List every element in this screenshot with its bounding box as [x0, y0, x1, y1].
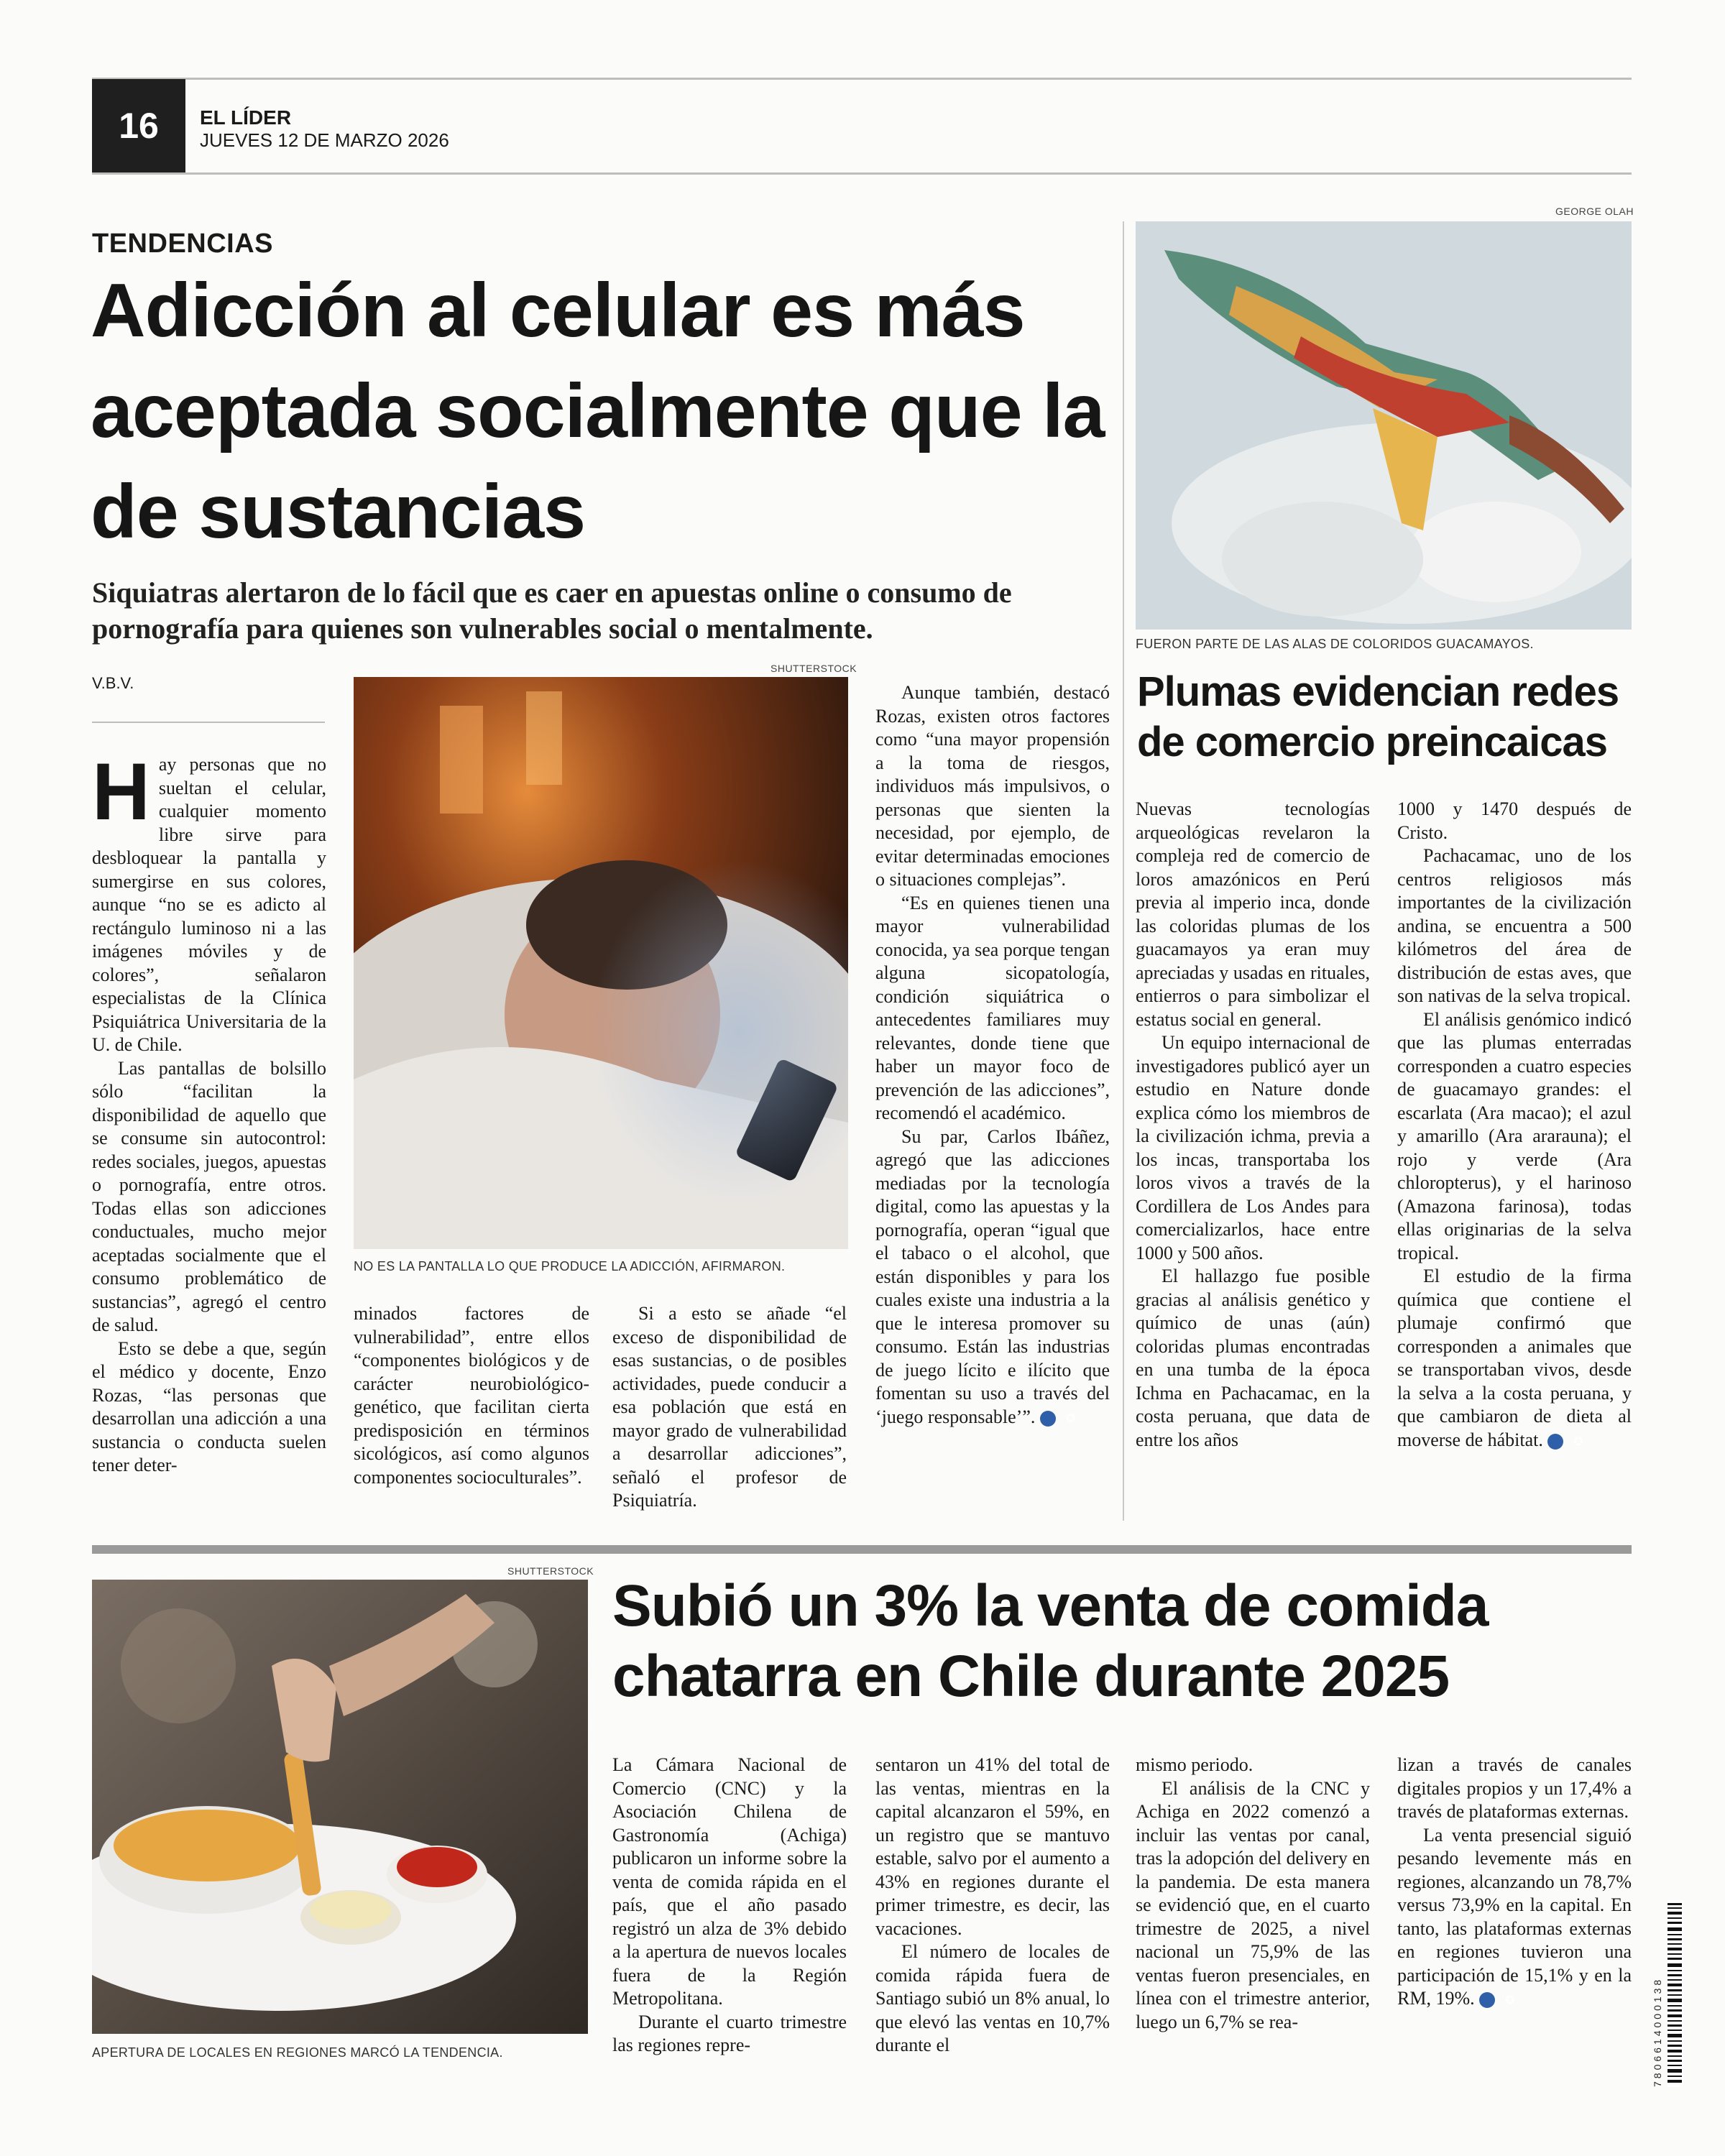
article3-col1-p2: Durante el cuarto trimestre las regiones repre- — [612, 2011, 847, 2055]
article3-col3-p1: mismo periodo. — [1136, 1754, 1254, 1775]
fries-photo-caption: APERTURA DE LOCALES EN REGIONES MARCÓ LA TENDENCIA. — [92, 2045, 503, 2060]
article3-column-2 — [875, 1754, 1110, 2091]
feathers-headline: Plumas evidencian redes de comercio preincaicas — [1137, 668, 1619, 765]
article1-col2-p1: minados factores de vulnerabilidad”, entre ellos “componentes biológicos y de carácter neurobiológico-genético, que facilitan cierta predisposición en términos sicológicos, así como algunos componentes socioculturales”. — [354, 1303, 589, 1488]
barcode — [1652, 1900, 1683, 2087]
man-with-phone-photo — [354, 677, 848, 1249]
article3-column-3 — [1136, 1754, 1370, 2091]
fastfood-headline: Subió un 3% la venta de comida chatarra en Chile durante 2025 — [612, 1573, 1489, 1709]
masthead-top-rule — [92, 78, 1632, 80]
publication-date: JUEVES 12 DE MARZO 2026 — [200, 129, 449, 151]
byline-rule — [92, 722, 325, 723]
article2-col1-p3: El hallazgo fue posible gracias al análisis genético y químico de unas (aún) coloridas plumas encontradas en una tumba de la época Ichma en Pachacamac, en la costa peruana, que data de entre los años — [1136, 1266, 1370, 1450]
page-number: 16 — [92, 79, 185, 172]
article2-col2-p1: 1000 y 1470 después de Cristo. — [1397, 798, 1632, 843]
article3-col2-p1: sentaron un 41% del total de las ventas, mientras en la capital alcanzaron el 59%, en un registro que se mantuvo estable, salvo por el aumento a 43% en regiones durante el primer trimestre, es decir, las vacaciones. — [875, 1754, 1110, 1939]
article2-col1-p2: Un equipo internacional de investigadores publicó ayer un estudio en Nature donde explica cómo los miembros de la civilización ichma, previa a los incas, transportaba los loros vivos a través de la Cordillera de Los Andes para comercializarlos, hace entre 1000 y 500 años. — [1136, 1032, 1370, 1263]
main-subhead: Siquiatras alertaron de lo fácil que es caer en apuestas online o consumo de pornografía para quienes son vulnerables social o mentalmente. — [92, 576, 1012, 645]
article2-column-1 — [1136, 798, 1370, 1519]
article3-col1-p1: La Cámara Nacional de Comercio (CNC) y la Asociación Chilena de Gastronomía (Achiga) publicaron un informe sobre la venta de comida rápida en el país, que el año pasado registró un alza de 3% debido a la apertura de nuevos locales fuera de la Región Metropolitana. — [612, 1754, 847, 2009]
article3-column-4 — [1397, 1754, 1632, 2091]
section-divider-bar — [92, 1545, 1632, 1554]
dropcap: H — [92, 753, 150, 837]
article3-col2-p2: El número de locales de comida rápida fuera de Santiago subió un 8% anual, lo que elevó las ventas en 10,7% durante el — [875, 1941, 1110, 2055]
article1-column-4 — [875, 681, 1110, 1525]
article3-col3-p2: El análisis de la CNC y Achiga en 2022 comenzó a incluir las ventas por canal, tras la adopción del delivery en la pandemia. De esta manera se evidenció que, en el cuarto trimestre de 2025, a nivel nacional un 75,9% de las ventas fueron presenciales, en línea con el trimestre anterior, luego un 6,7% se rea- — [1136, 1777, 1370, 2032]
feathers-photo — [1136, 221, 1632, 630]
article3-column-1 — [612, 1754, 847, 2091]
article1-col4-p1: Aunque también, destacó Rozas, existen otros factores como “una mayor propensión a la toma de riesgos, individuos más impulsivos, o personas que sienten la necesidad, por ejemplo, de evitar determinadas emociones o situaciones complejas”. — [875, 682, 1110, 890]
publication-name: EL LÍDER — [200, 106, 292, 129]
article2-col1-p1: Nuevas tecnologías arqueológicas revelaron la compleja red de comercio de loros amazónicos en Perú previa al imperio inca, donde las coloridas plumas de los guacamayos ya eran muy apreciadas y usadas en rituales, entierros o para simbolizar el estatus social en general. — [1136, 798, 1370, 1030]
article3-col4-p1: lizan a través de canales digitales propios y un 17,4% a través de plataformas externas. — [1397, 1754, 1632, 1822]
feathers-photo-caption: FUERON PARTE DE LAS ALAS DE COLORIDOS GUACAMAYOS. — [1136, 637, 1534, 651]
barcode-number: 7806614000138 — [1652, 1976, 1663, 2087]
article1-column-1 — [92, 753, 326, 1524]
article1-column-2 — [354, 1302, 589, 1525]
article2-col2-p4: El estudio de la firma química que contiene el plumaje confirmó que corresponden a animales que se transportaban vivos, desde la selva a la costa peruana, y que cambiaron de dieta al moverse de hábitat. ✪ — [1397, 1266, 1632, 1450]
photo-credit: SHUTTERSTOCK — [770, 663, 857, 674]
masthead-bottom-rule — [92, 172, 1632, 175]
section-kicker: TENDENCIAS — [92, 229, 274, 259]
feathers-photo-credit: GEORGE OLAH — [1555, 206, 1634, 217]
article1-col1-p1: ay personas que no sueltan el celular, cualquier momento libre sirve para desbloquear la pantalla y sumergirse en sus colores, aunque “no se es adicto al rectángulo luminoso ni a las imágenes móviles y de colores”, señalaron especialistas de la Clínica Psiquiátrica Universitaria de la U. de Chile. — [92, 754, 326, 1055]
fries-photo-credit: SHUTTERSTOCK — [507, 1565, 594, 1577]
article1-col4-p2: “Es en quienes tienen una mayor vulnerabilidad conocida, ya sea porque tengan alguna sicopatología, condición siquiátrica o antecedentes familiares muy relevantes, donde tiene que haber un mayor foco de prevención de las adicciones”, recomendó el académico. — [875, 892, 1110, 1123]
end-of-article-icon: ✪ — [1547, 1434, 1563, 1450]
article1-col1-p3: Esto se debe a que, según el médico y docente, Enzo Rozas, “las personas que desarrollan una adicción a una sustancia o conducta suelen tener deter- — [92, 1337, 326, 1475]
article2-col2-p3: El análisis genómico indicó que las plumas enterradas corresponden a cuatro especies de guacamayo grandes: el escarlata (Ara macao); el azul y amarillo (Ara ararauna); el rojo y verde (Ara chloropterus), y el harinoso (Amazona farinosa), todas ellas originarias de la selva tropical. — [1397, 1008, 1632, 1263]
article3-col4-p2: La venta presencial siguió pesando levemente más en regiones, alcanzando un 78,7% versus 73,9% en la capital. En tanto, las plataformas externas en regiones tuvieron una participación de 15,1% y en la RM, 19%. ✪ — [1397, 1824, 1632, 2009]
column-divider — [1123, 221, 1124, 1521]
fries-photo — [92, 1580, 588, 2034]
main-headline: Adicción al celular es más aceptada socialmente que la de sustancias — [91, 268, 1105, 554]
article2-column-2 — [1397, 798, 1632, 1519]
article1-col3-p1: Si a esto se añade “el exceso de disponibilidad de esas sustancias, o de posibles actividades, puede conducir a esa población que está en mayor grado de vulnerabilidad a desarrollar adicciones”, señaló el profesor de Psiquiatría. — [612, 1303, 847, 1511]
article2-col2-p2: Pachacamac, uno de los centros religiosos más importantes de la civilización andina, se encuentra a 500 kilómetros del área de distribución de estas aves, que son nativas de la selva tropical. — [1397, 845, 1632, 1006]
photo-caption: NO ES LA PANTALLA LO QUE PRODUCE LA ADICCIÓN, AFIRMARON. — [354, 1259, 786, 1273]
article1-col1-p2: Las pantallas de bolsillo sólo “facilitan la disponibilidad de aquello que se consume sin autocontrol: redes sociales, juegos, apuestas o pornografía, entre otros. Todas ellas son adicciones conductuales, mucho mejor aceptadas socialmente que el consumo problemático de sustancias”, agregó el centro de salud. — [92, 1057, 326, 1335]
end-of-article-icon: ✪ — [1040, 1411, 1056, 1427]
article1-col4-p3: Su par, Carlos Ibáñez, agregó que las adicciones mediadas por la tecnología digital, como las apuestas y la pornografía, operan “igual que el tabaco o el alcohol, que están disponibles y para los cuales existe una industria a la que le interesa promover su consumo. Están las industrias de juego lícito e ilícito que fomentan su uso a través del ‘juego responsable’”. ✪ — [875, 1125, 1110, 1427]
end-of-article-icon: ✪ — [1479, 1992, 1495, 2008]
article1-column-3 — [612, 1302, 847, 1525]
byline: V.B.V. — [92, 674, 134, 692]
